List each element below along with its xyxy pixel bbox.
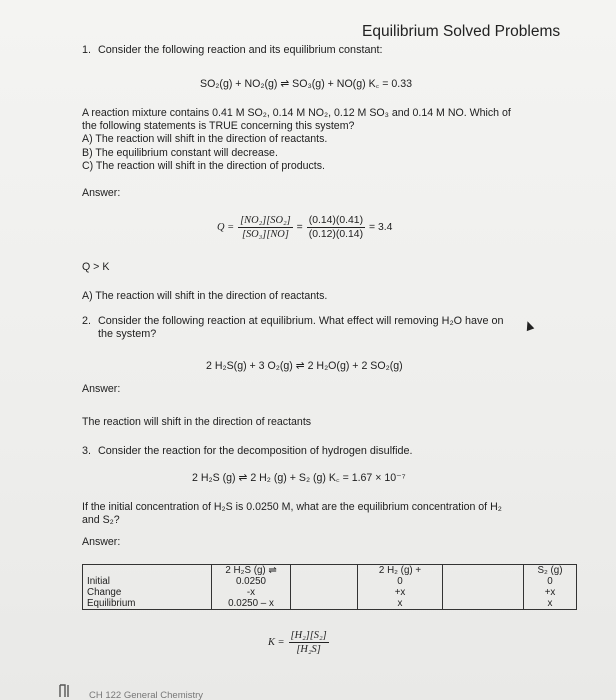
q-result: = 3.4 (369, 222, 393, 233)
ice-header-h2: 2 H₂ (g) + (378, 565, 422, 576)
problem-2-answer-label: Answer: (82, 383, 121, 395)
q-vs-k: Q > K (82, 261, 110, 273)
problem-2-prompt-line-1: Consider the following reaction at equilibrium. What effect will removing H₂O have on (98, 315, 504, 327)
k-denominator: [H₂S] (296, 644, 321, 655)
ice-spacer-cell (291, 598, 358, 610)
problem-3-answer-label: Answer: (82, 536, 121, 548)
k-numerator: [H₂][S₂] (290, 630, 327, 641)
problem-1-option-c: C) The reaction will shift in the direction of products. (82, 160, 325, 172)
ice-header-h2s: 2 H₂S (g) ⇌ (225, 565, 277, 576)
ice-h2s-initial: 0.0250 (236, 576, 266, 587)
q-numerator-1: [NO₂][SO₂] (240, 215, 291, 226)
ice-col-s2 (524, 565, 577, 588)
ice-table (82, 564, 577, 610)
school-logo-icon (58, 683, 74, 699)
problem-1-prompt: Consider the following reaction and its equilibrium constant: (98, 44, 383, 56)
problem-2-answer-text: The reaction will shift in the direction of reactants (82, 416, 312, 428)
ice-s2-initial: 0 (547, 576, 553, 587)
problem-3-prompt: Consider the reaction for the decomposition of hydrogen disulfide. (98, 445, 413, 457)
problem-1-final-answer: A) The reaction will shift in the direction of reactants. (82, 290, 328, 302)
ice-table-row (83, 587, 577, 598)
problem-2-reaction: 2 H₂S(g) + 3 O₂(g) ⇌ 2 H₂O(g) + 2 SO₂(g) (206, 360, 403, 372)
ice-table-row (83, 598, 577, 610)
ice-spacer-cell (443, 598, 524, 610)
ice-table-row (83, 565, 577, 588)
problem-2-number: 2. (82, 315, 92, 327)
mouse-cursor-icon (524, 320, 535, 331)
problem-3-number: 3. (82, 445, 92, 457)
problem-3-question-line-2: and S₂? (82, 514, 120, 526)
problem-3-question-line-1: If the initial concentration of H₂S is 0.0250 M, what are the equilibrium concentration of H₂ (82, 501, 502, 513)
k-fraction (289, 630, 329, 655)
footer-course-name: CH 122 General Chemistry (89, 690, 204, 700)
q-equals: = (296, 222, 303, 233)
problem-1-reaction: SO₂(g) + NO₂(g) ⇌ SO₃(g) + NO(g) K꜀ = 0.33 (200, 78, 412, 90)
ice-row-label-initial (83, 565, 212, 588)
ice-h2-equilibrium: x (358, 598, 443, 610)
problem-1-body-line-1: A reaction mixture contains 0.41 M SO₂, 0.14 M NO₂, 0.12 M SO₃ and 0.14 M NO. Which of (82, 107, 511, 119)
ice-h2-change: +x (358, 587, 443, 598)
ice-h2s-change: -x (212, 587, 291, 598)
page-title: Equilibrium Solved Problems (362, 23, 561, 40)
ice-label-initial: Initial (87, 576, 110, 587)
q-fraction-values (307, 215, 365, 240)
ice-s2-change: +x (524, 587, 577, 598)
problem-1-number: 1. (82, 44, 92, 56)
ice-h2s-equilibrium: 0.0250 – x (212, 598, 291, 610)
ice-s2-equilibrium: x (524, 598, 577, 610)
q-denominator-1: [SO₃][NO] (241, 229, 289, 240)
problem-1-answer-label: Answer: (82, 187, 121, 199)
ice-col-h2s (212, 565, 291, 588)
k-expression (268, 630, 329, 655)
ice-spacer-1 (291, 565, 358, 588)
q-denominator-2: (0.12)(0.14) (308, 229, 364, 240)
q-fraction-concentrations (238, 215, 293, 240)
problem-1-option-b: B) The equilibrium constant will decrease. (82, 147, 278, 159)
problem-1-option-a: A) The reaction will shift in the direction of reactants. (82, 133, 328, 145)
ice-spacer-cell (291, 587, 358, 598)
ice-header-s2: S₂ (g) (537, 565, 563, 576)
q-expression (217, 215, 392, 240)
problem-2-prompt-line-2: the system? (98, 328, 157, 340)
ice-label-change: Change (83, 587, 212, 598)
ice-label-equilibrium: Equilibrium (83, 598, 212, 610)
problem-3-reaction: 2 H₂S (g) ⇌ 2 H₂ (g) + S₂ (g) K꜀ = 1.67 × 10⁻⁷ (192, 472, 406, 484)
ice-col-h2 (358, 565, 443, 588)
q-lhs: Q = (217, 222, 235, 233)
q-numerator-2: (0.14)(0.41) (308, 215, 364, 226)
problem-1-body-line-2: the following statements is TRUE concerning this system? (82, 120, 355, 132)
ice-spacer-cell (443, 587, 524, 598)
k-lhs: K = (268, 637, 285, 648)
ice-spacer-2 (443, 565, 524, 588)
ice-h2-initial: 0 (397, 576, 403, 587)
